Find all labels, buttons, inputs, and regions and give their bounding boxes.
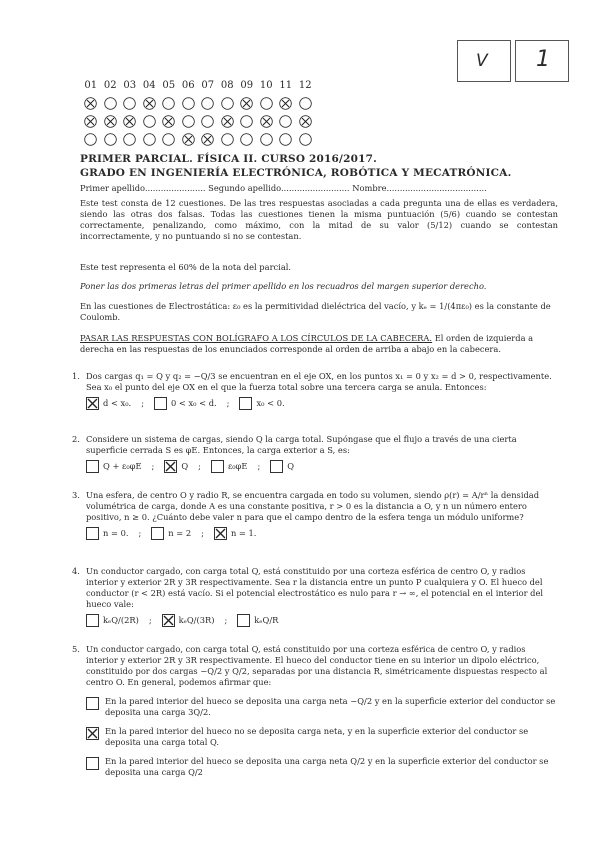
grid-question-number: 11 (279, 79, 293, 91)
grid-answer-row (81, 130, 315, 148)
answer-circle[interactable] (101, 97, 121, 110)
answer-circle[interactable] (81, 133, 101, 146)
answer-circle-marked[interactable] (296, 115, 316, 128)
grid-question-number: 06 (181, 79, 195, 91)
answer-circle[interactable] (140, 133, 160, 146)
grid-question-number: 02 (103, 79, 117, 91)
answer-circle-marked[interactable] (218, 115, 238, 128)
answer-circle[interactable] (276, 115, 296, 128)
answer-circle[interactable] (179, 115, 199, 128)
grid-question-number: 12 (298, 79, 312, 91)
question-options (86, 460, 556, 473)
answer-option (86, 726, 556, 748)
option-label: Q (287, 461, 295, 471)
answer-checkbox[interactable] (86, 697, 99, 710)
question-number: 2. (72, 434, 80, 444)
answer-circle[interactable] (101, 133, 121, 146)
option-label: n = 2 (168, 528, 192, 538)
option-separator: ; (201, 528, 204, 538)
answer-checkbox[interactable] (86, 614, 99, 627)
grid-question-number: 10 (259, 79, 273, 91)
answer-circle-marked[interactable] (237, 97, 257, 110)
answer-circle[interactable] (120, 97, 140, 110)
answer-checkbox[interactable] (151, 527, 164, 540)
answer-circle[interactable] (198, 97, 218, 110)
option-separator: ; (257, 461, 261, 471)
grid-question-number: 07 (201, 79, 215, 91)
answer-checkbox[interactable] (237, 614, 250, 627)
option-label: En la pared interior del hueco se deposita una carga neta Q/2 y en la superficie exterior del conductor se deposita una carga Q/2 (105, 756, 549, 777)
answer-circle-marked[interactable] (81, 97, 101, 110)
question-number: 4. (72, 566, 80, 576)
grid-question-number: 03 (123, 79, 137, 91)
question-text: Un conductor cargado, con carga total Q, está constituido por una corteza esférica de centro O, y radios interior y exterior 2R y 3R respectivamente. El hueco del conductor tiene en su interior un dipolo eléctrico, constituido por dos cargas −Q/2 y Q/2, separadas por una distancia R, simétricamente dispuestas respecto al centro O. En general, podemos afirmar que: (86, 644, 548, 687)
option-separator: ; (198, 461, 201, 471)
option-label: n = 1. (230, 528, 257, 538)
option-label: x₀ < 0. (256, 398, 285, 408)
answer-option (86, 696, 556, 718)
question-2 (72, 434, 556, 473)
grid-question-number: 09 (240, 79, 254, 91)
surname-letter-2: 1 (536, 47, 550, 72)
option-label: kₑQ/R (254, 615, 279, 625)
answer-circle[interactable] (257, 133, 277, 146)
question-number: 3. (72, 490, 80, 500)
surname-letter-1: V (476, 51, 488, 71)
instructions-paragraph-2: Este test representa el 60% de la nota del parcial. (80, 262, 292, 272)
grid-answer-row (81, 112, 315, 130)
answer-circle-marked[interactable] (257, 115, 277, 128)
option-label: En la pared interior del hueco no se deposita carga neta, y en la superficie exterior del conductor se deposita una carga total Q. (105, 726, 529, 747)
answer-circle-marked[interactable] (179, 133, 199, 146)
answer-option (86, 756, 556, 778)
option-separator: ; (141, 398, 144, 408)
answer-checkbox[interactable] (239, 397, 252, 410)
answer-circle[interactable] (218, 133, 238, 146)
question-options (86, 614, 556, 627)
answer-checkbox-checked[interactable] (86, 727, 99, 740)
answer-checkbox[interactable] (86, 527, 99, 540)
answer-checkbox[interactable] (86, 460, 99, 473)
question-1 (72, 371, 556, 410)
option-label: Q + ε₀φE (103, 461, 142, 471)
answer-circle[interactable] (140, 115, 160, 128)
name-fields[interactable]: Primer apellido....................... Segundo apellido.......................... Nombre...................................... (80, 183, 487, 193)
option-separator: ; (224, 615, 228, 625)
option-label: Q (181, 461, 189, 471)
option-label: kₑQ/(2R) (103, 615, 139, 625)
question-options (86, 527, 556, 540)
answer-circle[interactable] (237, 133, 257, 146)
answer-circle[interactable] (276, 133, 296, 146)
question-5 (72, 644, 556, 778)
option-label: kₑQ/(3R) (178, 615, 215, 625)
answer-circle-marked[interactable] (120, 115, 140, 128)
question-3 (72, 490, 556, 540)
question-options (86, 397, 556, 410)
question-4 (72, 566, 556, 627)
answer-circle[interactable] (218, 97, 238, 110)
answer-checkbox-checked[interactable] (164, 460, 177, 473)
grid-number-row (81, 76, 315, 94)
answer-circle[interactable] (296, 133, 316, 146)
answer-circle[interactable] (120, 133, 140, 146)
grid-question-number: 04 (142, 79, 156, 91)
answer-circle-marked[interactable] (159, 115, 179, 128)
answer-checkbox-checked[interactable] (214, 527, 227, 540)
answer-circle-marked[interactable] (81, 115, 101, 128)
grid-question-number: 01 (84, 79, 98, 91)
answer-checkbox-checked[interactable] (162, 614, 175, 627)
answer-checkbox[interactable] (86, 757, 99, 770)
question-number: 1. (72, 371, 80, 381)
instructions-paragraph-4: En las cuestiones de Electrostática: ε₀ es la permitividad dieléctrica del vacío, y kₑ = 1/(4πε₀) es la constante de Coulomb. (80, 301, 551, 322)
option-label: 0 < x₀ < d. (170, 398, 217, 408)
answer-circle-marked[interactable] (140, 97, 160, 110)
answer-circle[interactable] (237, 115, 257, 128)
surname-letter-box-1[interactable] (457, 40, 511, 82)
answer-circle[interactable] (257, 97, 277, 110)
option-label: ε₀φE (227, 461, 248, 471)
option-separator: ; (226, 398, 230, 408)
option-label: d < x₀. (103, 398, 132, 408)
question-text: Una esfera, de centro O y radio R, se encuentra cargada en todo su volumen, siendo ρ(r) = A/rⁿ la densidad volumétrica de carga, donde A es una constante positiva, r > 0 es la distancia a O, y n un número entero positivo, n ≥ 0. ¿Cuánto debe valer n para que el campo dentro de la esfera tenga un módulo uniforme? (86, 490, 540, 522)
answer-circle[interactable] (198, 115, 218, 128)
answer-checkbox-checked[interactable] (86, 397, 99, 410)
question-number: 5. (72, 644, 80, 654)
instructions-paragraph-1: Este test consta de 12 cuestiones. De las tres respuestas asociadas a cada pregunta una de ellas es verdadera, siendo las otras dos falsas. Todas las cuestiones tienen la misma puntuación (5/6) cuando se contestan correctamente, penalizando, como máximo, con la mitad de su valor (5/12) cuando se contestan incorrectamente, y no puntuando si no se contestan. (80, 198, 558, 241)
answer-grid (81, 76, 315, 148)
question-text: Considere un sistema de cargas, siendo Q la carga total. Supóngase que el flujo a través de una cierta superficie cerrada S es φE. Entonces, la carga exterior a S, es: (86, 434, 517, 455)
option-label: n = 0. (103, 528, 129, 538)
instructions-paragraph-3: Poner las dos primeras letras del primer apellido en los recuadros del margen superior derecho. (80, 281, 487, 291)
answer-circle-marked[interactable] (198, 133, 218, 146)
option-separator: ; (148, 615, 152, 625)
answer-circle-marked[interactable] (101, 115, 121, 128)
exam-degree: GRADO EN INGENIERÍA ELECTRÓNICA, ROBÓTICA Y MECATRÓNICA. (80, 167, 512, 179)
answer-circle[interactable] (179, 97, 199, 110)
instructions-emphasis: PASAR LAS RESPUESTAS CON BOLÍGRAFO A LOS CÍRCULOS DE LA CABECERA. (80, 333, 433, 343)
option-separator: ; (151, 461, 155, 471)
option-label: En la pared interior del hueco se deposita una carga neta −Q/2 y en la superficie exterior del conductor se deposita una carga 3Q/2. (105, 696, 556, 717)
answer-circle-marked[interactable] (276, 97, 296, 110)
answer-checkbox[interactable] (270, 460, 283, 473)
grid-question-number: 08 (220, 79, 234, 91)
grid-answer-row (81, 94, 315, 112)
grid-question-number: 05 (162, 79, 176, 91)
answer-circle[interactable] (159, 133, 179, 146)
option-separator: ; (138, 528, 142, 538)
question-text: Dos cargas q₁ = Q y q₂ = −Q/3 se encuentran en el eje OX, en los puntos x₁ = 0 y x₂ = d > 0, respectivamente. Sea x₀ el punto del eje OX en el que la fuerza total sobre una tercera carga se anula. Entonces: (86, 371, 552, 392)
question-options (86, 696, 556, 778)
instructions-rest: El orden de izquierda a derecha en las respuestas de los enunciados corresponde al orden de arriba a abajo en la cabecera. (80, 333, 534, 354)
answer-checkbox[interactable] (211, 460, 224, 473)
exam-title: PRIMER PARCIAL. FÍSICA II. CURSO 2016/2017. (80, 153, 377, 165)
surname-letter-box-2[interactable] (515, 40, 569, 82)
instructions-paragraph-5 (80, 333, 558, 355)
answer-checkbox[interactable] (154, 397, 167, 410)
answer-circle[interactable] (296, 97, 316, 110)
answer-circle[interactable] (159, 97, 179, 110)
question-text: Un conductor cargado, con carga total Q, está constituido por una corteza esférica de centro O, y radios interior y exterior 2R y 3R respectivamente. Sea r la distancia entre un punto P cualquiera y O. El hueco del conductor (r < 2R) está vacío. Si el potencial electrostático es nulo para r → ∞, el potencial en el interior del hueco vale: (86, 566, 544, 609)
